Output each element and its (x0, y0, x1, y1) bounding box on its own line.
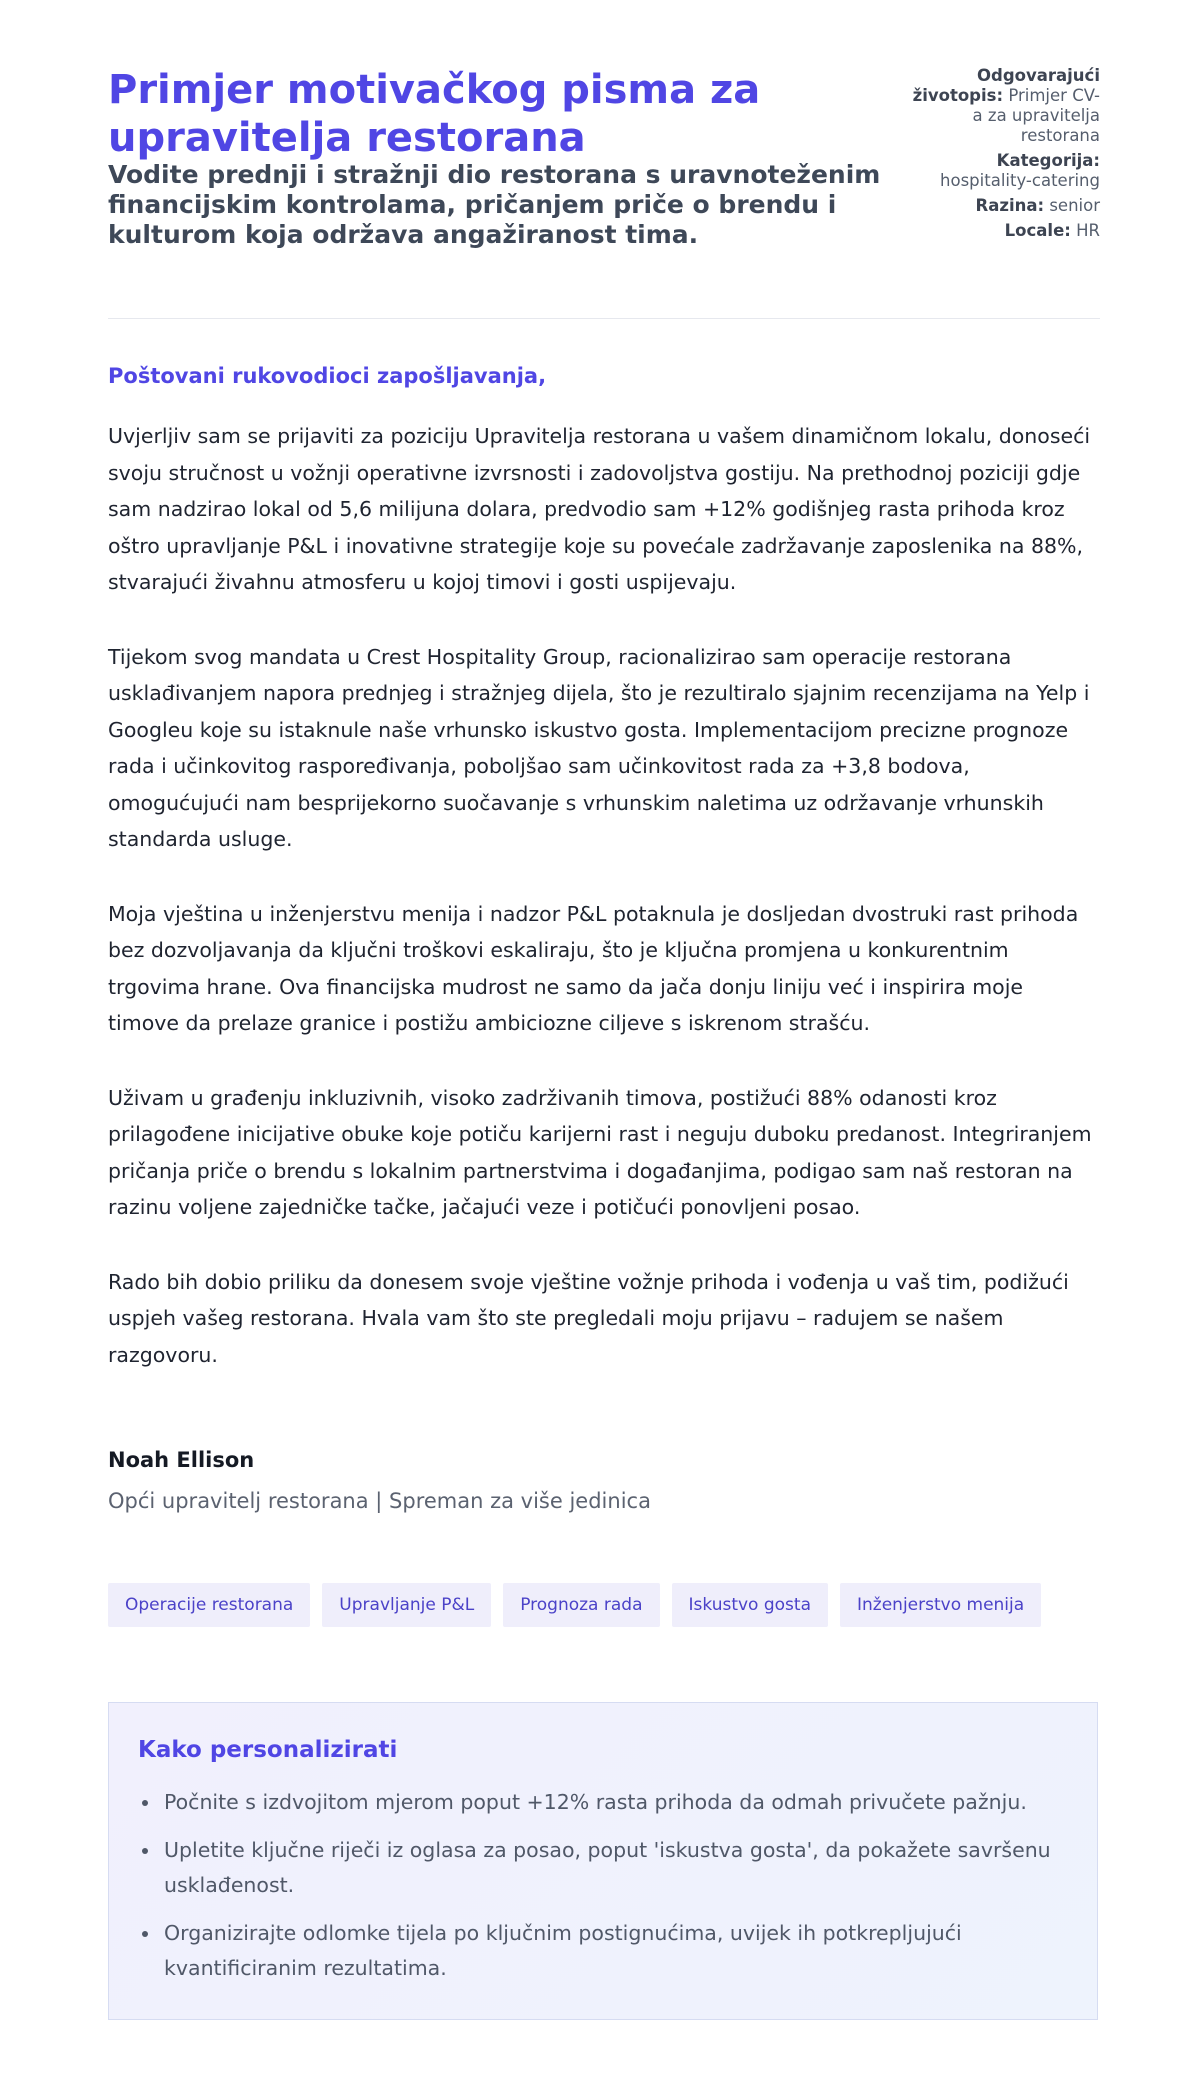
meta-panel (910, 66, 1100, 246)
letter-paragraph: Tijekom svog mandata u Crest Hospitality Group, racionalizirao sam operacije restorana usklađivanjem napora prednjeg i stražnjeg dijela, što je rezultiralo sjajnim recenzijama na Yelp i Googleu koje su istaknule naše vrhunsko iskustvo gosta. Implementacijom precizne prognoze rada i učinkovitog raspoređivanja, poboljšao sam učinkovitost rada za +3,8 bodova, omogućujući nam besprijekorno suočavanje s vrhunskim naletima uz održavanje vrhunskih standarda usluge. (108, 644, 1090, 851)
cover-letter-page (108, 0, 1100, 1980)
tips-item: Upletite ključne riječi iz oglasa za posao, poput 'iskustva gosta', da pokažete savršenu usklađenost. (164, 1833, 1084, 1903)
tips-item: Organizirajte odlomke tijela po ključnim postignućima, uvijek ih potkrepljujući kvantificiranim rezultatima. (164, 1916, 1084, 1986)
signature-name: Noah Ellison (108, 1448, 255, 1472)
meta-resume (910, 66, 1100, 146)
tips-title: Kako personalizirati (138, 1737, 398, 1763)
letter-paragraph: Uživam u građenju inkluzivnih, visoko zadrživanih timova, postižući 88% odanosti kroz prilagođene inicijative obuke koje potiču karijerni rast i neguju duboku predanost. Integriranjem pričanja priče o brendu s lokalnim partnerstvima i događanjima, podigao sam naš restoran na razinu voljene zajedničke tačke, jačajući veze i potičući ponovljeni posao. (108, 1085, 1092, 1219)
signature-role: Opći upravitelj restorana | Spreman za više jedinica (108, 1489, 651, 1513)
meta-locale-value: HR (1076, 221, 1100, 240)
letter-greeting: Poštovani rukovodioci zapošljavanja, (108, 364, 547, 388)
meta-resume-link[interactable]: Primjer CV-a za upravitelja restorana (972, 86, 1100, 145)
page-title: Primjer motivačkog pisma za upravitelja restorana (108, 67, 761, 161)
letter-paragraph: Uvjerljiv sam se prijaviti za poziciju Upravitelja restorana u vašem dinamičnom lokalu, donoseći svoju stručnost u vožnji operativne izvrsnosti i zadovoljstva gostiju. Na prethodnoj poziciji gdje sam nadzirao lokal od 5,6 milijuna dolara, predvodio sam +12% godišnjeg rasta prihoda kroz oštro upravljanje P&L i inovativne strategije koje su povećale zadržavanje zaposlenika na 88%, stvarajući živahnu atmosferu u kojoj timovi i gosti uspijevaju. (108, 424, 1091, 594)
personalize-tips-box (108, 1702, 1098, 2020)
skill-tag: Iskustvo gosta (672, 1583, 829, 1627)
meta-category (910, 151, 1100, 191)
skill-tag: Upravljanje P&L (322, 1583, 491, 1627)
meta-category-value: hospitality-catering (940, 171, 1100, 190)
skill-tag: Inženjerstvo menija (840, 1583, 1041, 1627)
tips-list (138, 1785, 1084, 1999)
tips-item: Počnite s izdvojitom mjerom poput +12% rasta prihoda da odmah privučete pažnju. (164, 1785, 1084, 1820)
letter-body (108, 418, 1100, 1411)
meta-category-label: Kategorija: (996, 151, 1100, 170)
letter-paragraph: Rado bih dobio priliku da donesem svoje vještine vožnje prihoda i vođenja u vaš tim, podižući uspjeh vašeg restorana. Hvala vam što ste pregledali moju prijavu – radujem se našem razgovoru. (108, 1269, 1069, 1367)
meta-level (910, 196, 1100, 216)
meta-locale-label: Locale: (1004, 221, 1071, 240)
skill-tag: Prognoza rada (503, 1583, 659, 1627)
letter-paragraph: Moja vještina u inženjerstvu menija i nadzor P&L potaknula je dosljedan dvostruki rast prihoda bez dozvoljavanja da ključni troškovi eskaliraju, što je ključna promjena u konkurentnim trgovima hrane. Ova financijska mudrost ne samo da jača donju liniju već i inspirira moje timove da prelaze granice i postižu ambiciozne ciljeve s iskrenom strašću. (108, 901, 1079, 1035)
meta-locale (910, 221, 1100, 241)
meta-level-label: Razina: (975, 196, 1045, 215)
page-subtitle: Vodite prednji i stražnji dio restorana s uravnoteženim financijskim kontrolama, pričanjem priče o brendu i kulturom koja održava angažiranost tima. (108, 160, 881, 249)
skill-tags (108, 1583, 1041, 1627)
skill-tag: Operacije restorana (108, 1583, 310, 1627)
meta-resume-label: Odgovarajući životopis: (912, 66, 1100, 105)
meta-level-value: senior (1049, 196, 1100, 215)
page-header (108, 0, 1100, 319)
